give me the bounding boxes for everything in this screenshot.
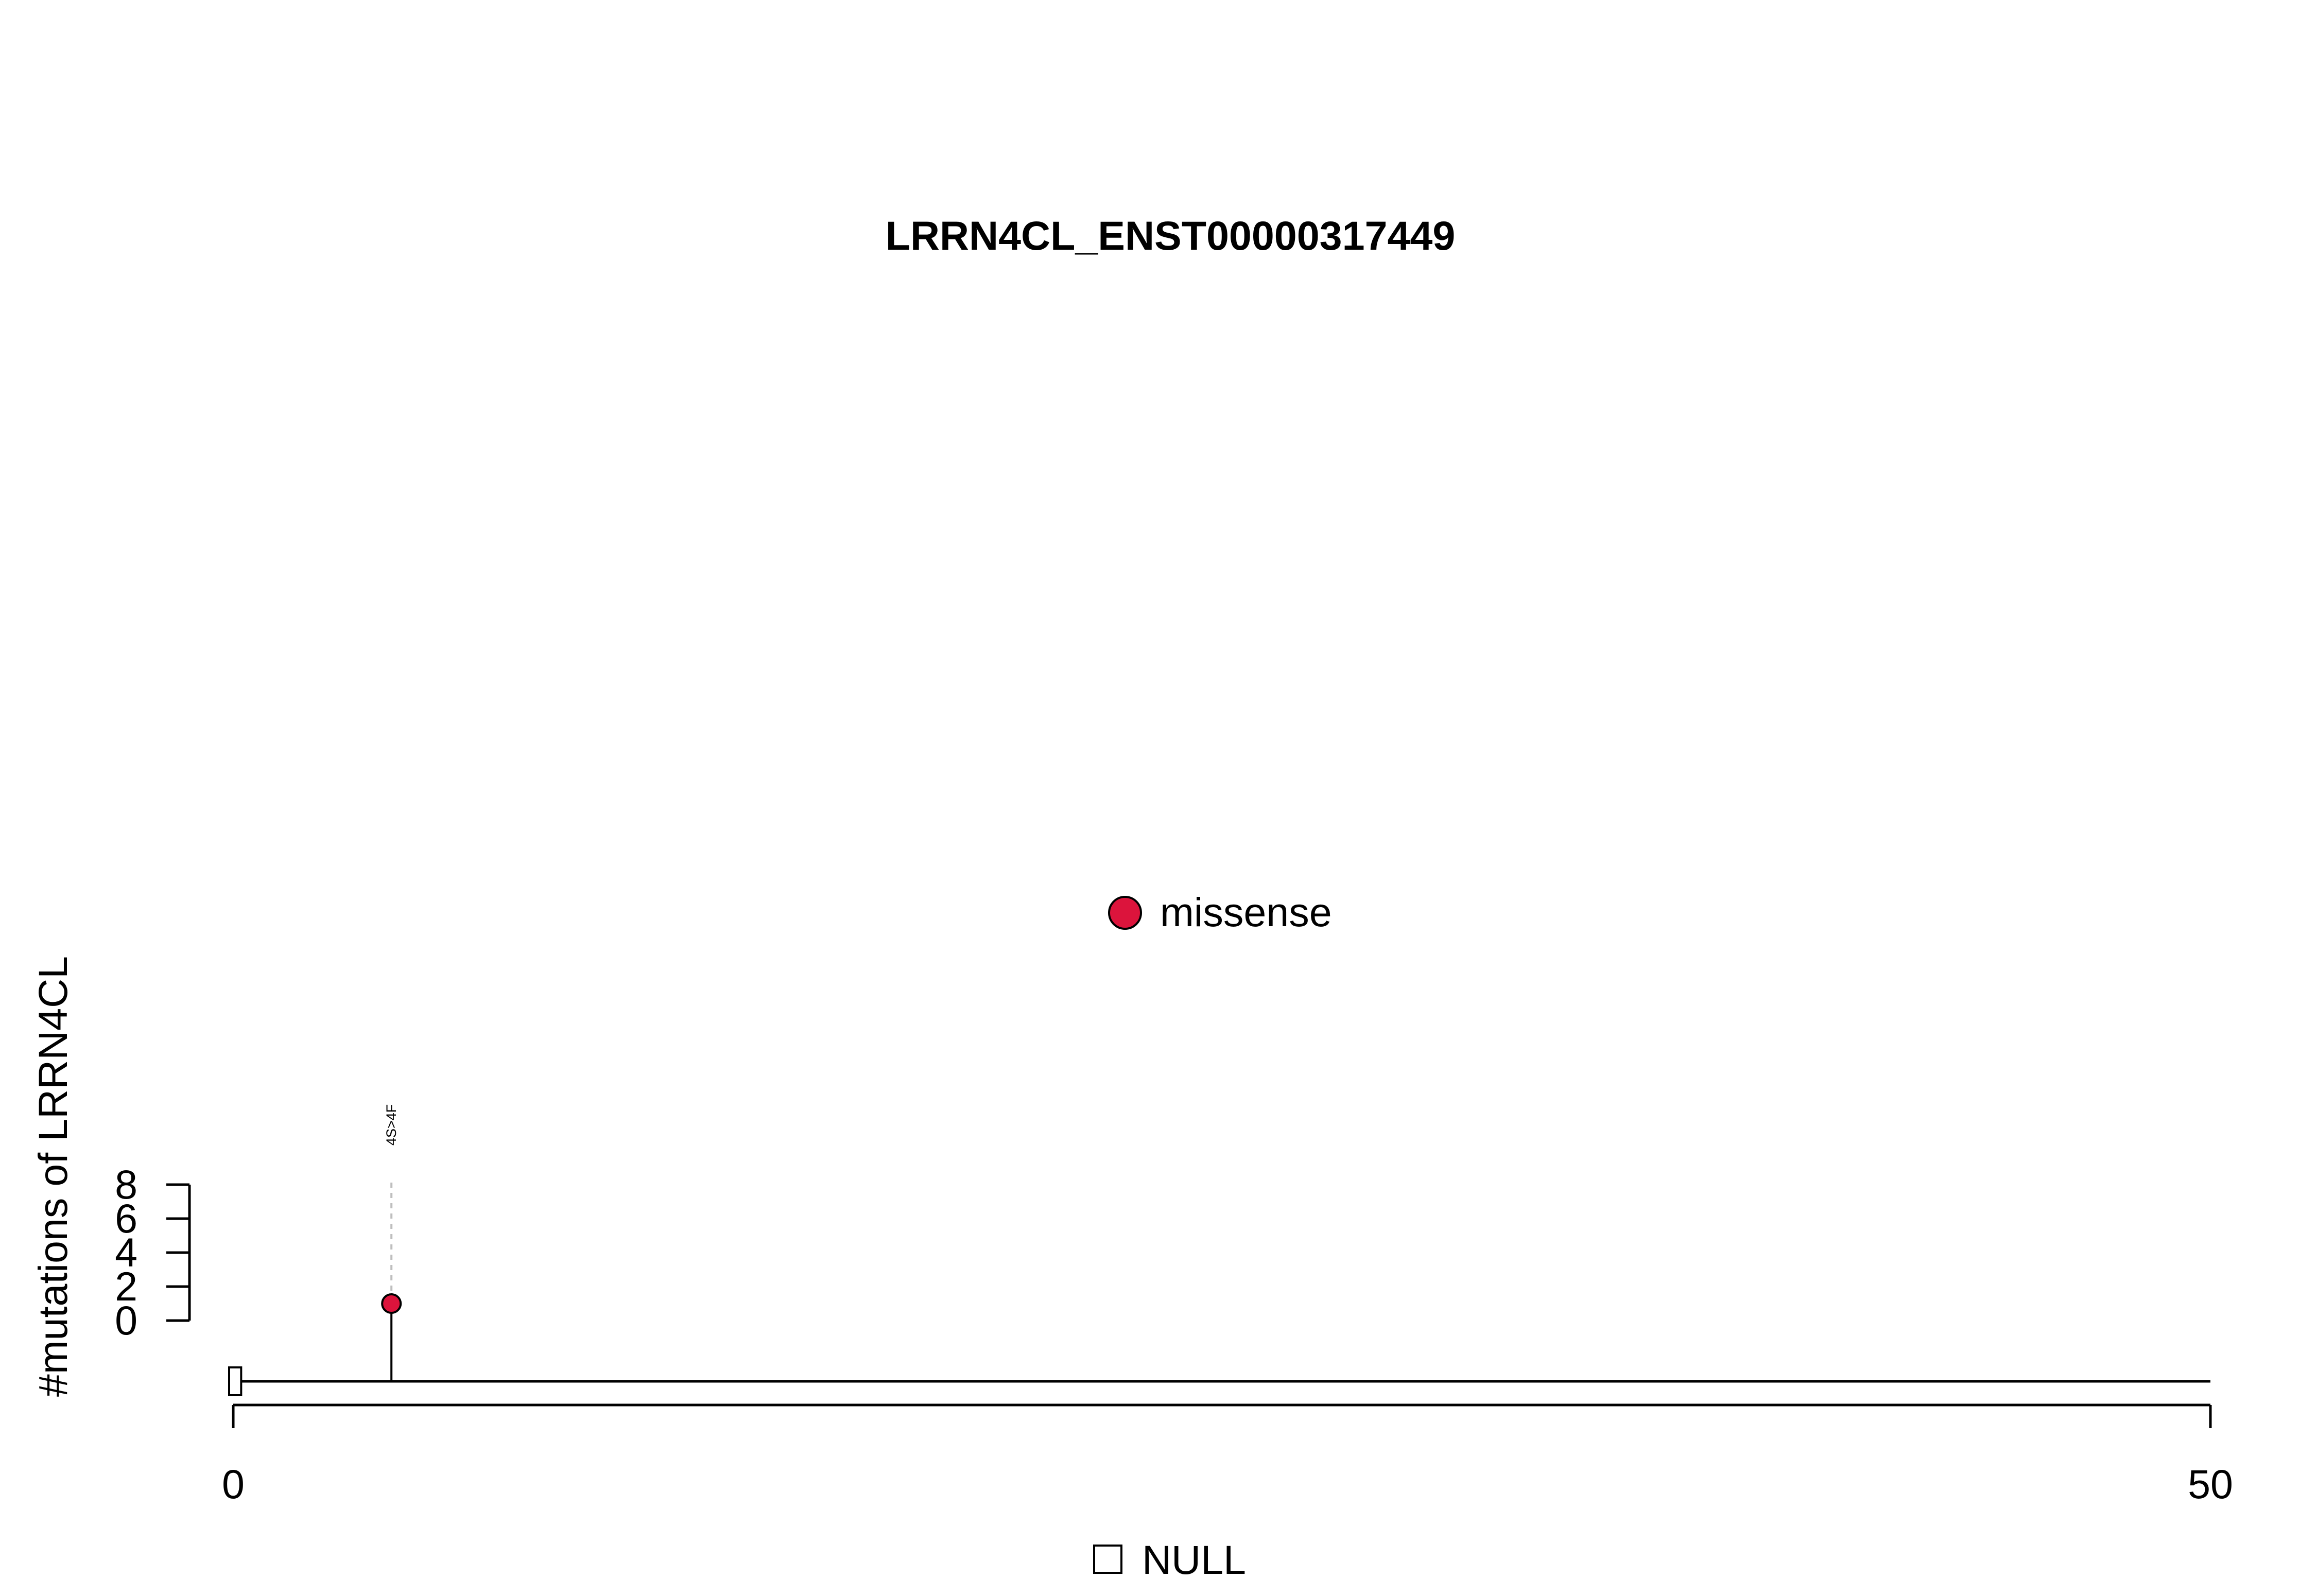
y-tick-label: 2 (115, 1263, 137, 1309)
y-tick-label: 6 (115, 1195, 137, 1241)
chart-title: LRRN4CL_ENST00000317449 (885, 213, 1456, 258)
domain-layer (229, 1367, 241, 1395)
mutation-point (382, 1294, 401, 1313)
mutation-label: 4S>4F (384, 1104, 400, 1146)
x-tick-label: 50 (2188, 1461, 2233, 1507)
legend-missense-label: missense (1160, 889, 1332, 935)
y-tick-label: 8 (115, 1161, 137, 1207)
y-tick-label: 4 (115, 1229, 137, 1275)
domain-box (229, 1367, 241, 1395)
legend-null-label: NULL (1142, 1537, 1246, 1583)
legend-null-marker (1094, 1546, 1121, 1573)
y-axis-label: #mutations of LRRN4CL (30, 956, 76, 1397)
legend-missense-marker (1109, 897, 1141, 929)
x-tick-label: 0 (222, 1461, 245, 1507)
y-tick-label: 0 (115, 1297, 137, 1343)
